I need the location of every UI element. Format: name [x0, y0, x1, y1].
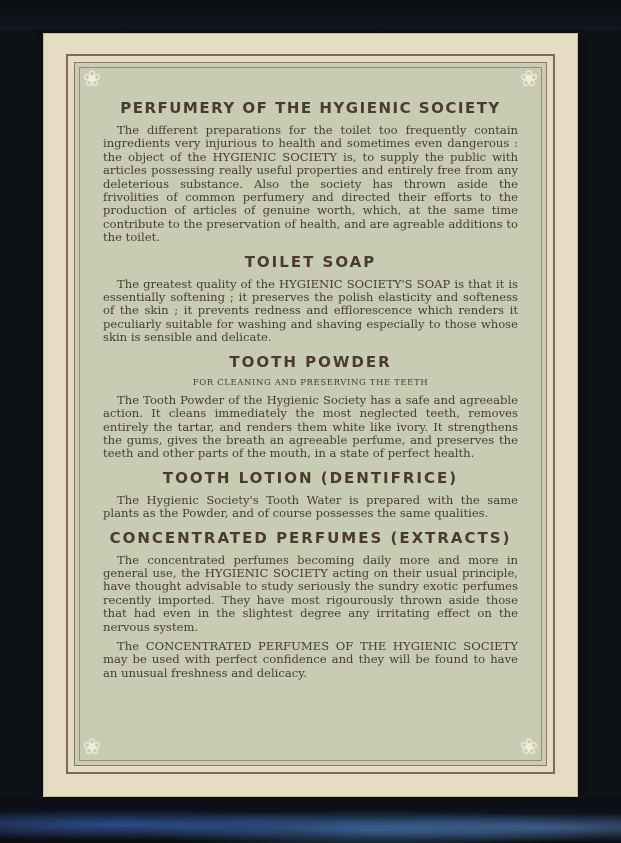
card-frame [66, 54, 555, 774]
toilet-soap-paragraph: The greatest quality of the HYGIENIC SOCIETY'S SOAP is that it is essentially softening ; it preserves the polish elasticity and softeness of the skin ; it prevents redness and efflorescence which renders it peculiarly suitable for washing and shaving especially to those whose skin is sensible and delicate. [103, 276, 518, 345]
corner-ornament-icon: ❀ [519, 735, 539, 760]
scan-background-bottom [0, 798, 621, 843]
scan-background-top [0, 0, 621, 30]
corner-ornament-icon: ❀ [82, 735, 102, 760]
section-heading-tooth-powder: TOOTH POWDER [229, 352, 392, 371]
intro-paragraph: The different preparations for the toilet too frequently contain ingredients very injurious to health and sometimes even dangerous : the object of the HYGIENIC SOCIETY is, to supply the public with articles possessing really useful properties and entirely free from any deleterious substance. Also the society has thrown aside the frivolities of common perfumery and directed their efforts to the production of articles of genuine worth, which, at the same time contribute to the preservation of health, and are agreable additions to the toilet. [103, 123, 518, 245]
trade-card [44, 34, 577, 796]
section-heading-concentrated-perfumes: CONCENTRATED PERFUMES (EXTRACTS) [109, 528, 512, 547]
section-heading-toilet-soap: TOILET SOAP [244, 252, 377, 271]
card-panel [74, 62, 547, 766]
card-content [103, 99, 518, 686]
corner-ornament-icon: ❀ [82, 67, 102, 92]
card-title: PERFUMERY OF THE HYGIENIC SOCIETY [120, 99, 501, 117]
section-heading-tooth-lotion: TOOTH LOTION (DENTIFRICE) [162, 468, 459, 487]
tooth-powder-subheading: FOR CLEANING AND PRESERVING THE TEETH [192, 377, 429, 388]
concentrated-perfumes-paragraph-1: The concentrated perfumes becoming daily more and more in general use, the HYGIENIC SOCIETY acting on their usual principle, have thought advisable to study seriously the sundry exotic perfumes recently imported. They have most rigourously thrown aside those that had even in the slightest degree any irritating effect on the nervous system. [103, 552, 518, 634]
corner-ornament-icon: ❀ [519, 67, 539, 92]
tooth-lotion-paragraph: The Hygienic Society's Tooth Water is prepared with the same plants as the Powder, and of course possesses the same qualities. [103, 492, 518, 521]
concentrated-perfumes-paragraph-2: The CONCENTRATED PERFUMES OF THE HYGIENIC SOCIETY may be used with perfect confidence and they will be found to have an unusual freshness and delicacy. [103, 638, 518, 680]
tooth-powder-paragraph: The Tooth Powder of the Hygienic Society has a safe and agreeable action. It cleans immediately the most neglected teeth, removes entirely the tartar, and renders them white like ivory. It strengthens the gums, gives the breath an agreeable perfume, and preserves the teeth and other parts of the mouth, in a state of perfect health. [103, 392, 518, 461]
